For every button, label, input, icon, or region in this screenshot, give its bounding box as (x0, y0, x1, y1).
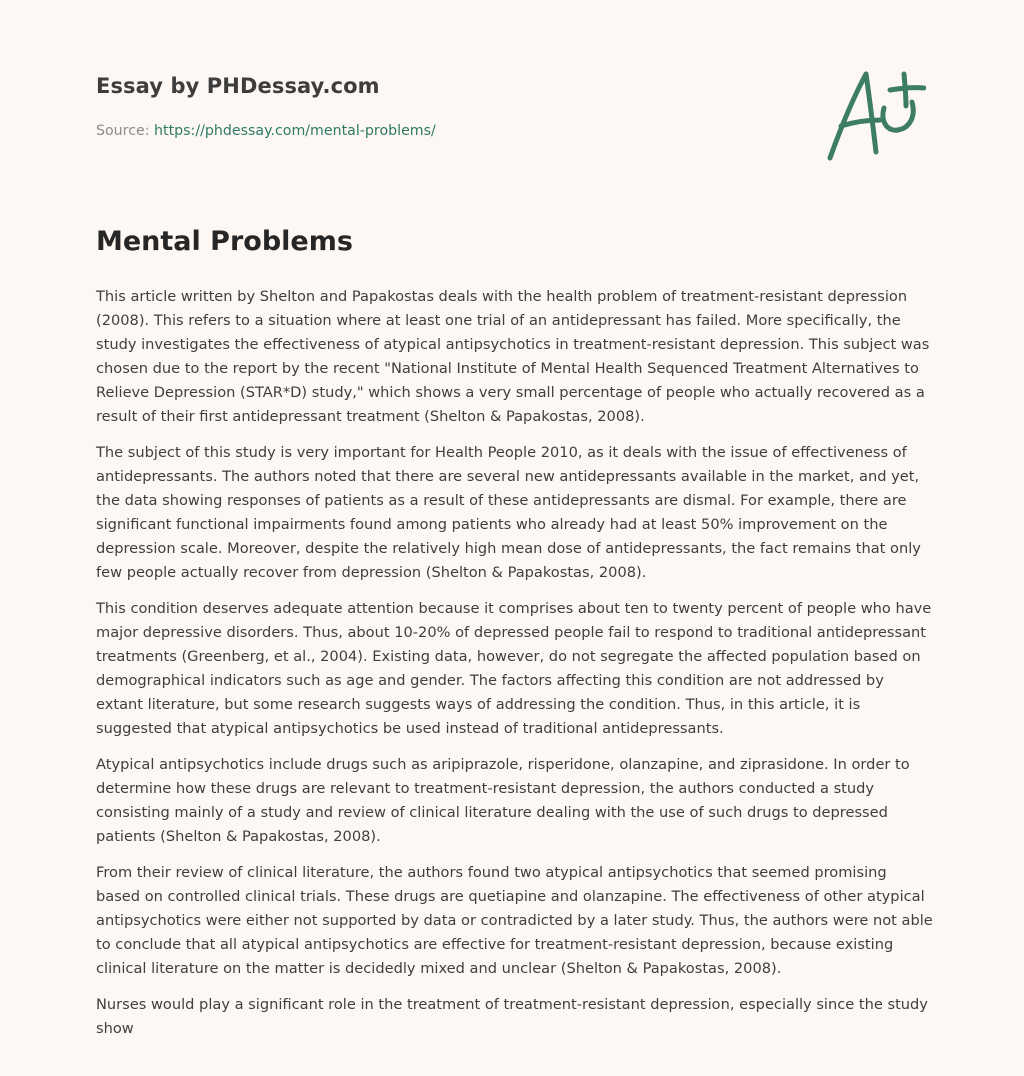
source-link[interactable]: https://phdessay.com/mental-problems/ (154, 123, 436, 139)
source-line (96, 123, 436, 139)
site-title: Essay by PHDessay.com (96, 74, 380, 98)
source-label: Source: (96, 123, 155, 139)
article-title: Mental Problems (96, 226, 353, 257)
paragraph-6: Nurses would play a significant role in the treatment of treatment-resistant depression, especially since the study show (96, 996, 928, 1037)
paragraph-4: Atypical antipsychotics include drugs such as aripiprazole, risperidone, olanzapine, and ziprasidone. In order to determine how these drugs are relevant to treatment-resistant depression, the authors conducted a study consisting mainly of a study and review of clinical literature dealing with the use of such drugs to depressed patients (Shelton & Papakostas, 2008). (96, 756, 910, 845)
a-plus-logo-icon (826, 68, 926, 164)
article-body (96, 285, 934, 1053)
paragraph-5: From their review of clinical literature, the authors found two atypical antipsychotics that seemed promising based on controlled clinical trials. These drugs are quetiapine and olanzapine. The effectiveness of other atypical antipsychotics were either not supported by data or contradicted by a later study. Thus, the authors were not able to conclude that all atypical antipsychotics are effective for treatment-resistant depression, because existing clinical literature on the matter is decidedly mixed and unclear (Shelton & Papakostas, 2008). (96, 864, 933, 977)
paragraph-1: This article written by Shelton and Papakostas deals with the health problem of treatment-resistant depression (2008). This refers to a situation where at least one trial of an antidepressant has failed. More specifically, the study investigates the effectiveness of atypical antipsychotics in treatment-resistant depression. This subject was chosen due to the report by the recent "National Institute of Mental Health Sequenced Treatment Alternatives to Relieve Depression (STAR*D) study," which shows a very small percentage of people who actually recovered as a result of their first antidepressant treatment (Shelton & Papakostas, 2008). (96, 288, 930, 425)
paragraph-2: The subject of this study is very important for Health People 2010, as it deals with the issue of effectiveness of antidepressants. The authors noted that there are several new antidepressants available in the market, and yet, the data showing responses of patients as a result of these antidepressants are dismal. For example, there are significant functional impairments found among patients who already had at least 50% improvement on the depression scale. Moreover, despite the relatively high mean dose of antidepressants, the fact remains that only few people actually recover from depression (Shelton & Papakostas, 2008). (96, 444, 921, 581)
paragraph-3: This condition deserves adequate attention because it comprises about ten to twenty percent of people who have major depressive disorders. Thus, about 10-20% of depressed people fail to respond to traditional antidepressant treatments (Greenberg, et al., 2004). Existing data, however, do not segregate the affected population based on demographical indicators such as age and gender. The factors affecting this condition are not addressed by extant literature, but some research suggests ways of addressing the condition. Thus, in this article, it is suggested that atypical antipsychotics be used instead of traditional antidepressants. (96, 600, 932, 737)
